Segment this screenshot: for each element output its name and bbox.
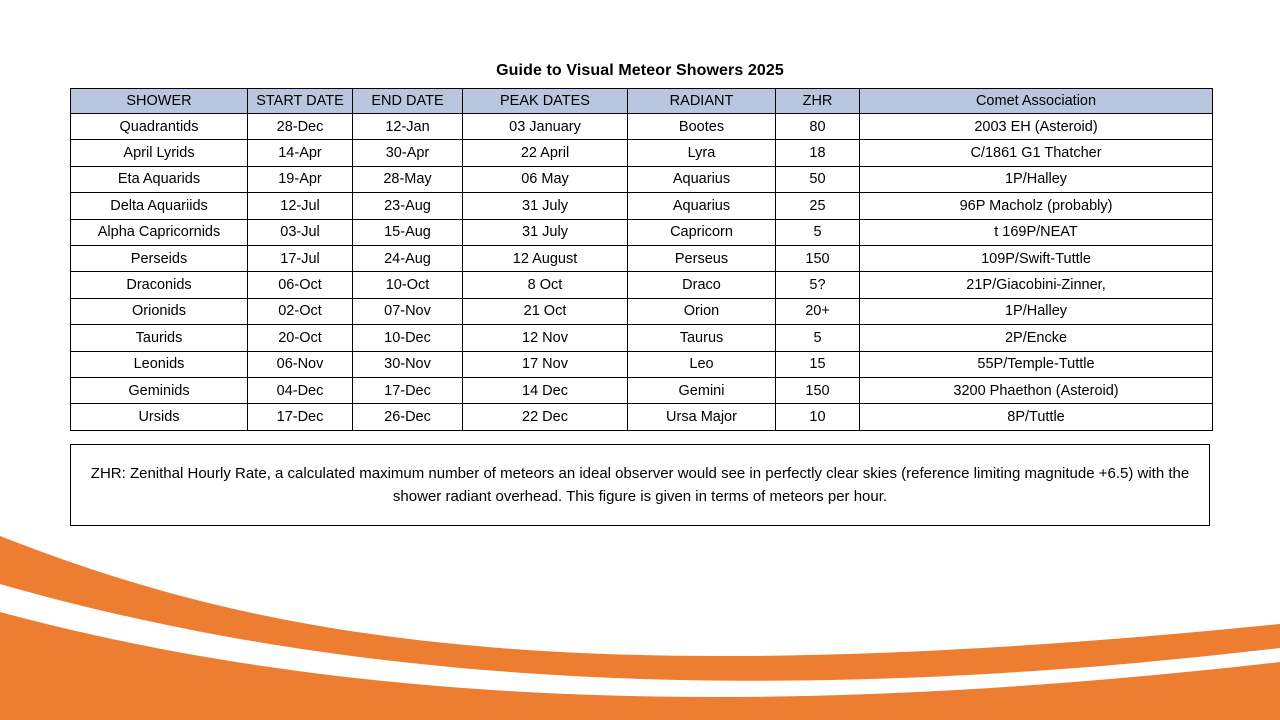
cell-peak-dates: 21 Oct bbox=[463, 298, 628, 324]
cell-comet-association: 1P/Halley bbox=[860, 166, 1213, 192]
cell-radiant: Bootes bbox=[628, 114, 776, 140]
cell-end-date: 26-Dec bbox=[353, 404, 463, 430]
cell-zhr: 25 bbox=[776, 193, 860, 219]
cell-radiant: Taurus bbox=[628, 325, 776, 351]
column-header-peak-dates: PEAK DATES bbox=[463, 89, 628, 114]
table-row bbox=[71, 219, 1213, 245]
cell-shower: Geminids bbox=[71, 377, 248, 403]
cell-comet-association: 109P/Swift-Tuttle bbox=[860, 245, 1213, 271]
cell-shower: Orionids bbox=[71, 298, 248, 324]
cell-comet-association: 3200 Phaethon (Asteroid) bbox=[860, 377, 1213, 403]
cell-zhr: 15 bbox=[776, 351, 860, 377]
cell-end-date: 10-Dec bbox=[353, 325, 463, 351]
cell-zhr: 5? bbox=[776, 272, 860, 298]
cell-peak-dates: 22 April bbox=[463, 140, 628, 166]
column-header-zhr: ZHR bbox=[776, 89, 860, 114]
cell-end-date: 30-Apr bbox=[353, 140, 463, 166]
page-title: Guide to Visual Meteor Showers 2025 bbox=[496, 62, 784, 79]
cell-end-date: 12-Jan bbox=[353, 114, 463, 140]
zhr-note-text: ZHR: Zenithal Hourly Rate, a calculated maximum number of meteors an ideal observer would see in perfectly clear skies (reference limiting magnitude +6.5) with the shower radiant overhead. This figure is given in terms of meteors per hour. bbox=[90, 464, 1190, 505]
table-header-row bbox=[71, 89, 1213, 114]
cell-zhr: 50 bbox=[776, 166, 860, 192]
cell-zhr: 5 bbox=[776, 325, 860, 351]
table-header bbox=[71, 89, 1213, 114]
meteor-shower-table-container bbox=[70, 88, 1212, 431]
table-row bbox=[71, 377, 1213, 403]
cell-peak-dates: 12 Nov bbox=[463, 325, 628, 351]
cell-radiant: Orion bbox=[628, 298, 776, 324]
table-row bbox=[71, 351, 1213, 377]
cell-end-date: 15-Aug bbox=[353, 219, 463, 245]
cell-shower: Draconids bbox=[71, 272, 248, 298]
cell-start-date: 06-Oct bbox=[248, 272, 353, 298]
cell-peak-dates: 17 Nov bbox=[463, 351, 628, 377]
cell-shower: Taurids bbox=[71, 325, 248, 351]
cell-radiant: Ursa Major bbox=[628, 404, 776, 430]
table-row bbox=[71, 166, 1213, 192]
table-row bbox=[71, 404, 1213, 430]
table-row bbox=[71, 298, 1213, 324]
cell-comet-association: 55P/Temple-Tuttle bbox=[860, 351, 1213, 377]
cell-comet-association: 2003 EH (Asteroid) bbox=[860, 114, 1213, 140]
cell-zhr: 80 bbox=[776, 114, 860, 140]
table-row bbox=[71, 245, 1213, 271]
column-header-radiant: RADIANT bbox=[628, 89, 776, 114]
table-row bbox=[71, 193, 1213, 219]
cell-zhr: 5 bbox=[776, 219, 860, 245]
column-header-comet-association: Comet Association bbox=[860, 89, 1213, 114]
cell-peak-dates: 31 July bbox=[463, 219, 628, 245]
table-row bbox=[71, 114, 1213, 140]
cell-end-date: 07-Nov bbox=[353, 298, 463, 324]
cell-peak-dates: 12 August bbox=[463, 245, 628, 271]
cell-zhr: 20+ bbox=[776, 298, 860, 324]
cell-radiant: Lyra bbox=[628, 140, 776, 166]
cell-zhr: 18 bbox=[776, 140, 860, 166]
cell-radiant: Aquarius bbox=[628, 193, 776, 219]
cell-peak-dates: 03 January bbox=[463, 114, 628, 140]
cell-comet-association: C/1861 G1 Thatcher bbox=[860, 140, 1213, 166]
table-row bbox=[71, 272, 1213, 298]
cell-end-date: 23-Aug bbox=[353, 193, 463, 219]
table-body bbox=[71, 114, 1213, 431]
cell-shower: Ursids bbox=[71, 404, 248, 430]
cell-zhr: 10 bbox=[776, 404, 860, 430]
cell-comet-association: 96P Macholz (probably) bbox=[860, 193, 1213, 219]
cell-radiant: Capricorn bbox=[628, 219, 776, 245]
cell-zhr: 150 bbox=[776, 377, 860, 403]
table-row bbox=[71, 140, 1213, 166]
cell-zhr: 150 bbox=[776, 245, 860, 271]
cell-start-date: 20-Oct bbox=[248, 325, 353, 351]
cell-end-date: 30-Nov bbox=[353, 351, 463, 377]
meteor-shower-table bbox=[70, 88, 1213, 431]
cell-shower: Quadrantids bbox=[71, 114, 248, 140]
cell-peak-dates: 06 May bbox=[463, 166, 628, 192]
column-header-shower: SHOWER bbox=[71, 89, 248, 114]
cell-shower: April Lyrids bbox=[71, 140, 248, 166]
cell-start-date: 17-Jul bbox=[248, 245, 353, 271]
cell-shower: Delta Aquariids bbox=[71, 193, 248, 219]
cell-peak-dates: 31 July bbox=[463, 193, 628, 219]
cell-start-date: 12-Jul bbox=[248, 193, 353, 219]
table-row bbox=[71, 325, 1213, 351]
cell-start-date: 14-Apr bbox=[248, 140, 353, 166]
zhr-note-box bbox=[70, 444, 1210, 526]
column-header-start-date: START DATE bbox=[248, 89, 353, 114]
cell-comet-association: 1P/Halley bbox=[860, 298, 1213, 324]
cell-comet-association: 21P/Giacobini-Zinner, bbox=[860, 272, 1213, 298]
cell-peak-dates: 8 Oct bbox=[463, 272, 628, 298]
cell-start-date: 19-Apr bbox=[248, 166, 353, 192]
cell-shower: Leonids bbox=[71, 351, 248, 377]
cell-radiant: Perseus bbox=[628, 245, 776, 271]
cell-start-date: 03-Jul bbox=[248, 219, 353, 245]
cell-peak-dates: 14 Dec bbox=[463, 377, 628, 403]
cell-end-date: 17-Dec bbox=[353, 377, 463, 403]
cell-radiant: Draco bbox=[628, 272, 776, 298]
cell-comet-association: 2P/Encke bbox=[860, 325, 1213, 351]
cell-end-date: 28-May bbox=[353, 166, 463, 192]
cell-comet-association: t 169P/NEAT bbox=[860, 219, 1213, 245]
cell-radiant: Aquarius bbox=[628, 166, 776, 192]
cell-comet-association: 8P/Tuttle bbox=[860, 404, 1213, 430]
cell-end-date: 10-Oct bbox=[353, 272, 463, 298]
cell-radiant: Gemini bbox=[628, 377, 776, 403]
cell-radiant: Leo bbox=[628, 351, 776, 377]
cell-start-date: 06-Nov bbox=[248, 351, 353, 377]
cell-shower: Perseids bbox=[71, 245, 248, 271]
cell-start-date: 28-Dec bbox=[248, 114, 353, 140]
column-header-end-date: END DATE bbox=[353, 89, 463, 114]
cell-start-date: 04-Dec bbox=[248, 377, 353, 403]
cell-peak-dates: 22 Dec bbox=[463, 404, 628, 430]
cell-shower: Alpha Capricornids bbox=[71, 219, 248, 245]
cell-start-date: 02-Oct bbox=[248, 298, 353, 324]
cell-start-date: 17-Dec bbox=[248, 404, 353, 430]
cell-end-date: 24-Aug bbox=[353, 245, 463, 271]
decorative-swoosh bbox=[0, 520, 1280, 720]
cell-shower: Eta Aquarids bbox=[71, 166, 248, 192]
